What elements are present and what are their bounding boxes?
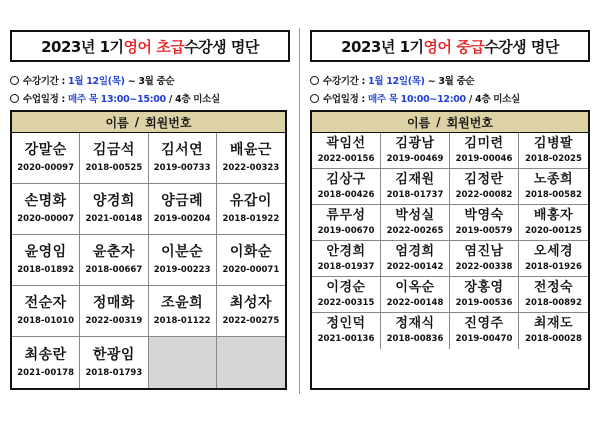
member-name: 양금례	[161, 193, 204, 209]
course-period	[10, 73, 174, 87]
bullet-circle-icon	[10, 76, 19, 85]
member-id: 2018-00028	[525, 334, 582, 344]
member-cell	[312, 169, 381, 205]
member-cell	[80, 133, 148, 184]
member-name: 이경순	[326, 279, 366, 295]
member-id: 2018-01793	[85, 367, 143, 378]
header-name: 이름	[105, 115, 129, 130]
schedule-room: / 4층 미소실	[465, 94, 520, 105]
member-id: 2018-02025	[525, 153, 582, 164]
course-period	[310, 73, 474, 87]
member-cell	[149, 286, 217, 337]
member-cell	[12, 337, 80, 388]
member-cell	[217, 235, 285, 286]
member-id: 2018-01122	[153, 316, 211, 326]
member-id: 2018-01922	[222, 214, 280, 224]
schedule-label: 수업일정 :	[323, 94, 369, 105]
member-name: 이화순	[229, 244, 272, 260]
member-cell	[12, 133, 80, 184]
member-cell	[519, 313, 588, 349]
member-id: 2018-00525	[85, 163, 143, 173]
header-name: 이름	[407, 115, 431, 130]
member-cell	[450, 133, 519, 169]
title-level: 영어 초급	[123, 37, 185, 56]
member-name: 전순자	[24, 295, 67, 311]
member-id: 2019-00469	[386, 153, 444, 164]
member-name: 김재원	[395, 171, 435, 187]
member-cell	[519, 277, 588, 313]
member-name: 윤춘자	[92, 244, 135, 260]
member-table	[310, 110, 590, 390]
member-id: 2018-00667	[85, 265, 143, 275]
member-name: 전정숙	[533, 279, 574, 295]
member-id: 2020-00071	[222, 265, 280, 275]
member-cell	[149, 133, 217, 184]
period-start: 1월 12일(목)	[368, 76, 425, 87]
member-name: 최송란	[24, 346, 67, 363]
member-id: 2018-01737	[386, 189, 444, 200]
table-header	[12, 112, 285, 133]
member-id: 2019-00670	[317, 225, 375, 236]
member-name: 김미련	[464, 135, 504, 151]
period-label: 수강기간 :	[323, 76, 369, 87]
member-name: 한광임	[92, 346, 135, 363]
member-id: 2022-00142	[386, 261, 444, 272]
member-cell	[217, 286, 285, 337]
member-name: 김광남	[395, 135, 435, 151]
period-end: ~ 3월 중순	[124, 76, 175, 87]
member-id: 2022-00338	[455, 261, 513, 272]
member-cell	[217, 133, 285, 184]
member-cell	[450, 277, 519, 313]
member-id: 2018-01010	[17, 316, 74, 326]
member-cell	[450, 313, 519, 349]
member-id: 2019-00733	[153, 163, 211, 173]
member-id: 2020-00007	[17, 214, 74, 224]
member-id: 2018-01926	[525, 261, 582, 272]
class-schedule	[310, 91, 520, 105]
member-name: 최재도	[533, 316, 574, 331]
member-cell	[80, 286, 148, 337]
member-name: 류무성	[326, 207, 366, 223]
member-id: 2022-00323	[222, 163, 280, 173]
member-name: 박성실	[395, 207, 435, 223]
member-cell	[450, 205, 519, 241]
member-cell	[381, 241, 450, 277]
panel-divider	[299, 28, 300, 394]
member-cell	[312, 205, 381, 241]
member-cell	[519, 169, 588, 205]
member-cell	[149, 184, 217, 235]
member-id: 2019-00223	[153, 265, 211, 275]
member-name: 배윤근	[229, 142, 272, 158]
class-schedule	[10, 91, 220, 105]
empty-cell	[217, 337, 285, 388]
member-name: 이분순	[161, 244, 204, 260]
member-cell	[12, 235, 80, 286]
member-name: 정매화	[92, 295, 135, 311]
schedule-label: 수업일정 :	[23, 94, 69, 105]
member-name: 김상구	[326, 171, 366, 187]
title-prefix: 2023년 1기	[341, 37, 424, 56]
member-name: 윤영임	[24, 244, 67, 260]
header-member-id: 회원번호	[145, 115, 192, 130]
member-name: 박영숙	[464, 207, 504, 223]
period-start: 1월 12일(목)	[68, 76, 125, 87]
member-cell	[312, 277, 381, 313]
member-cell	[12, 184, 80, 235]
member-name: 곽임선	[326, 135, 366, 151]
member-name: 손명화	[24, 193, 67, 209]
member-id: 2022-00082	[455, 189, 513, 200]
member-grid	[312, 133, 588, 349]
member-name: 김정란	[464, 171, 504, 187]
member-name: 오세경	[533, 243, 574, 259]
bullet-circle-icon	[10, 94, 19, 103]
member-cell	[312, 313, 381, 349]
bullet-circle-icon	[310, 94, 319, 103]
member-name: 노종희	[533, 171, 574, 187]
member-cell	[381, 133, 450, 169]
member-id: 2019-00046	[455, 153, 513, 164]
member-name: 이옥순	[395, 279, 435, 295]
member-id: 2018-00582	[525, 189, 582, 200]
member-id: 2018-01937	[317, 261, 375, 272]
member-name: 염진남	[464, 243, 504, 259]
header-member-id: 회원번호	[446, 115, 493, 130]
member-cell	[381, 277, 450, 313]
title-suffix: 수강생 명단	[484, 37, 559, 56]
member-id: 2022-00319	[85, 316, 143, 326]
member-name: 김서연	[161, 142, 204, 158]
member-cell	[519, 133, 588, 169]
member-id: 2019-00536	[455, 297, 513, 308]
header-separator: /	[134, 115, 140, 129]
member-cell	[80, 184, 148, 235]
member-id: 2021-00148	[85, 214, 143, 224]
member-id: 2022-00315	[317, 297, 375, 308]
roster-title	[10, 30, 290, 62]
title-level: 영어 중급	[423, 37, 485, 56]
member-id: 2020-00097	[17, 163, 74, 173]
member-cell	[217, 184, 285, 235]
member-cell	[519, 205, 588, 241]
member-id: 2019-00470	[455, 334, 513, 344]
member-id: 2022-00156	[317, 153, 375, 164]
header-separator: /	[436, 115, 441, 129]
member-cell	[12, 286, 80, 337]
table-header	[312, 112, 588, 133]
member-cell	[381, 205, 450, 241]
member-cell	[80, 337, 148, 388]
member-name: 배홍자	[533, 207, 574, 223]
member-name: 김병팔	[533, 135, 574, 151]
member-name: 양경희	[92, 193, 135, 209]
title-prefix: 2023년 1기	[41, 37, 124, 56]
member-id: 2018-00836	[386, 334, 444, 344]
roster-title	[310, 30, 590, 62]
member-name: 강말순	[24, 142, 67, 158]
member-name: 조윤희	[161, 295, 204, 311]
title-suffix: 수강생 명단	[184, 37, 259, 56]
member-name: 엄경희	[395, 243, 435, 259]
member-id: 2021-00178	[17, 367, 74, 378]
member-cell	[450, 169, 519, 205]
member-cell	[381, 313, 450, 349]
member-name: 진영주	[464, 316, 504, 331]
member-name: 정재식	[395, 316, 435, 331]
member-name: 김금석	[92, 142, 135, 158]
member-id: 2022-00265	[386, 225, 444, 236]
member-cell	[312, 241, 381, 277]
member-cell	[450, 241, 519, 277]
schedule-room: / 4층 미소실	[165, 94, 220, 105]
member-id: 2018-00892	[525, 297, 582, 308]
member-id: 2018-00426	[317, 189, 375, 200]
member-name: 안경희	[326, 243, 366, 259]
member-id: 2022-00275	[222, 316, 280, 326]
member-grid	[12, 133, 285, 388]
member-name: 최성자	[229, 295, 272, 311]
member-id: 2019-00579	[455, 225, 513, 236]
empty-cell	[149, 337, 217, 388]
member-id: 2020-00125	[525, 225, 582, 236]
member-id: 2018-01892	[17, 265, 74, 275]
bullet-circle-icon	[310, 76, 319, 85]
member-cell	[149, 235, 217, 286]
member-id: 2022-00148	[386, 297, 444, 308]
member-id: 2019-00204	[153, 214, 211, 224]
schedule-time: 매주 목 10:00~12:00	[368, 94, 466, 105]
period-label: 수강기간 :	[23, 76, 69, 87]
member-cell	[381, 169, 450, 205]
member-name: 정인덕	[326, 316, 366, 331]
member-cell	[519, 241, 588, 277]
schedule-time: 매주 목 13:00~15:00	[68, 94, 166, 105]
member-cell	[312, 133, 381, 169]
member-id: 2021-00136	[317, 334, 375, 344]
member-cell	[80, 235, 148, 286]
member-table	[10, 110, 287, 390]
member-name: 유갑이	[229, 193, 272, 209]
period-end: ~ 3월 중순	[424, 76, 475, 87]
member-name: 장홍영	[464, 279, 504, 295]
